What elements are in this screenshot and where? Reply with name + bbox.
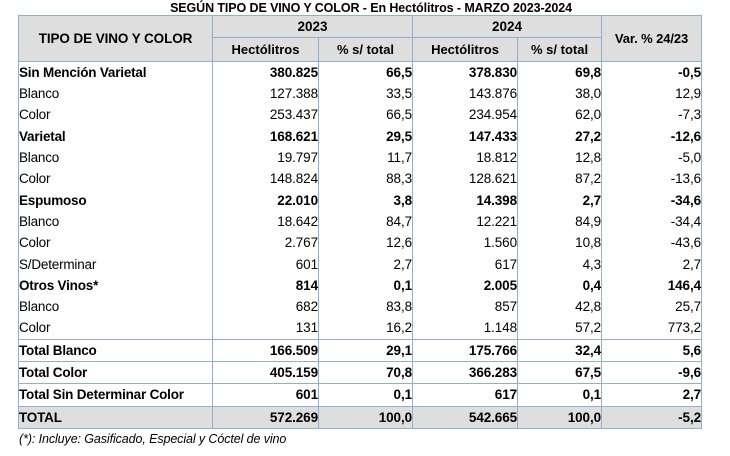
cell-hectolitros-2024: 175.766 (413, 339, 518, 361)
row-label: S/Determinar (19, 254, 213, 275)
cell-hectolitros-2023: 814 (213, 275, 319, 296)
row-label: Blanco (19, 211, 213, 232)
table-body (19, 62, 702, 429)
row-label: Total Color (19, 362, 213, 384)
table-row (19, 384, 702, 406)
header-hectolitros-2023: Hectólitros (213, 38, 319, 62)
cell-percent-2023: 29,1 (319, 339, 413, 361)
table-row (19, 211, 702, 232)
cell-percent-2024: 0,4 (518, 275, 602, 296)
cell-percent-2024: 32,4 (518, 339, 602, 361)
cell-variation: -0,5 (602, 62, 702, 84)
cell-percent-2024: 10,8 (518, 232, 602, 253)
cell-percent-2024: 42,8 (518, 296, 602, 317)
row-label: Total Sin Determinar Color (19, 384, 213, 406)
table-footnote: (*): Incluye: Gasificado, Especial y Cóctel de vino (19, 432, 287, 446)
cell-variation: -12,6 (602, 126, 702, 147)
cell-percent-2023: 66,5 (319, 62, 413, 84)
row-label: Color (19, 318, 213, 340)
cell-percent-2023: 0,1 (319, 275, 413, 296)
cell-hectolitros-2023: 168.621 (213, 126, 319, 147)
table-row (19, 232, 702, 253)
cell-percent-2024: 2,7 (518, 190, 602, 211)
cell-percent-2024: 100,0 (518, 406, 602, 428)
header-percent-2024: % s/ total (518, 38, 602, 62)
table-row (19, 406, 702, 428)
row-label: Blanco (19, 83, 213, 104)
cell-percent-2023: 29,5 (319, 126, 413, 147)
header-wine-type: TIPO DE VINO Y COLOR (19, 16, 213, 62)
cell-percent-2023: 0,1 (319, 384, 413, 406)
cell-percent-2023: 33,5 (319, 83, 413, 104)
row-label: TOTAL (19, 406, 213, 428)
cell-percent-2023: 70,8 (319, 362, 413, 384)
row-label: Total Blanco (19, 339, 213, 361)
header-variation: Var. % 24/23 (602, 16, 702, 62)
cell-hectolitros-2023: 166.509 (213, 339, 319, 361)
cell-hectolitros-2023: 572.269 (213, 406, 319, 428)
cell-hectolitros-2024: 147.433 (413, 126, 518, 147)
cell-percent-2024: 69,8 (518, 62, 602, 84)
header-row-top (19, 16, 702, 38)
cell-percent-2024: 67,5 (518, 362, 602, 384)
table-row (19, 126, 702, 147)
cell-hectolitros-2023: 253.437 (213, 105, 319, 126)
cell-hectolitros-2024: 12.221 (413, 211, 518, 232)
row-label: Blanco (19, 296, 213, 317)
row-label: Varietal (19, 126, 213, 147)
cell-hectolitros-2024: 617 (413, 254, 518, 275)
cell-percent-2024: 4,3 (518, 254, 602, 275)
page-title: SEGÚN TIPO DE VINO Y COLOR - En Hectólitros - MARZO 2023-2024 (170, 1, 572, 15)
cell-hectolitros-2023: 601 (213, 254, 319, 275)
cell-hectolitros-2023: 2.767 (213, 232, 319, 253)
cell-percent-2024: 0,1 (518, 384, 602, 406)
table-row (19, 339, 702, 361)
table-row (19, 275, 702, 296)
cell-hectolitros-2023: 19.797 (213, 147, 319, 168)
cell-hectolitros-2024: 18.812 (413, 147, 518, 168)
cell-hectolitros-2023: 18.642 (213, 211, 319, 232)
header-hectolitros-2024: Hectólitros (413, 38, 518, 62)
table-row (19, 318, 702, 340)
cell-hectolitros-2023: 682 (213, 296, 319, 317)
cell-variation: 2,7 (602, 254, 702, 275)
wine-table-container (18, 15, 701, 429)
cell-hectolitros-2024: 617 (413, 384, 518, 406)
header-year-2023: 2023 (213, 16, 413, 38)
table-row (19, 168, 702, 189)
row-label: Color (19, 105, 213, 126)
cell-hectolitros-2024: 542.665 (413, 406, 518, 428)
row-label: Sin Mención Varietal (19, 62, 213, 84)
table-row (19, 190, 702, 211)
table-row (19, 296, 702, 317)
cell-percent-2023: 12,6 (319, 232, 413, 253)
cell-hectolitros-2023: 148.824 (213, 168, 319, 189)
cell-hectolitros-2024: 1.560 (413, 232, 518, 253)
cell-variation: -13,6 (602, 168, 702, 189)
cell-percent-2023: 2,7 (319, 254, 413, 275)
cell-hectolitros-2024: 857 (413, 296, 518, 317)
cell-percent-2023: 3,8 (319, 190, 413, 211)
cell-hectolitros-2023: 380.825 (213, 62, 319, 84)
cell-hectolitros-2024: 366.283 (413, 362, 518, 384)
cell-variation: 2,7 (602, 384, 702, 406)
cell-variation: 25,7 (602, 296, 702, 317)
cell-hectolitros-2023: 22.010 (213, 190, 319, 211)
cell-hectolitros-2023: 131 (213, 318, 319, 340)
cell-percent-2024: 57,2 (518, 318, 602, 340)
cell-percent-2023: 84,7 (319, 211, 413, 232)
cell-hectolitros-2024: 14.398 (413, 190, 518, 211)
row-label: Espumoso (19, 190, 213, 211)
row-label: Otros Vinos* (19, 275, 213, 296)
cell-percent-2024: 87,2 (518, 168, 602, 189)
cell-hectolitros-2024: 143.876 (413, 83, 518, 104)
cell-percent-2023: 100,0 (319, 406, 413, 428)
cell-variation: -43,6 (602, 232, 702, 253)
row-label: Blanco (19, 147, 213, 168)
table-header (19, 16, 702, 62)
cell-variation: -5,2 (602, 406, 702, 428)
header-percent-2023: % s/ total (319, 38, 413, 62)
cell-hectolitros-2024: 378.830 (413, 62, 518, 84)
cell-hectolitros-2023: 601 (213, 384, 319, 406)
row-label: Color (19, 232, 213, 253)
cell-hectolitros-2023: 405.159 (213, 362, 319, 384)
cell-variation: -5,0 (602, 147, 702, 168)
cell-percent-2024: 62,0 (518, 105, 602, 126)
cell-variation: 12,9 (602, 83, 702, 104)
cell-hectolitros-2024: 2.005 (413, 275, 518, 296)
cell-hectolitros-2024: 128.621 (413, 168, 518, 189)
cell-variation: -34,6 (602, 190, 702, 211)
table-row (19, 147, 702, 168)
row-label: Color (19, 168, 213, 189)
table-row (19, 83, 702, 104)
cell-percent-2024: 84,9 (518, 211, 602, 232)
cell-percent-2023: 88,3 (319, 168, 413, 189)
cell-hectolitros-2024: 1.148 (413, 318, 518, 340)
table-row (19, 105, 702, 126)
cell-percent-2023: 83,8 (319, 296, 413, 317)
table-row (19, 254, 702, 275)
table-row (19, 362, 702, 384)
header-year-2024: 2024 (413, 16, 602, 38)
cell-hectolitros-2023: 127.388 (213, 83, 319, 104)
cell-percent-2024: 12,8 (518, 147, 602, 168)
cell-hectolitros-2024: 234.954 (413, 105, 518, 126)
cell-variation: 773,2 (602, 318, 702, 340)
cell-percent-2024: 27,2 (518, 126, 602, 147)
cell-variation: -9,6 (602, 362, 702, 384)
cell-percent-2023: 16,2 (319, 318, 413, 340)
cell-variation: 146,4 (602, 275, 702, 296)
cell-percent-2023: 66,5 (319, 105, 413, 126)
table-row (19, 62, 702, 84)
cell-variation: -7,3 (602, 105, 702, 126)
cell-percent-2024: 38,0 (518, 83, 602, 104)
cell-percent-2023: 11,7 (319, 147, 413, 168)
cell-variation: -34,4 (602, 211, 702, 232)
cell-variation: 5,6 (602, 339, 702, 361)
wine-statistics-table (18, 15, 702, 429)
